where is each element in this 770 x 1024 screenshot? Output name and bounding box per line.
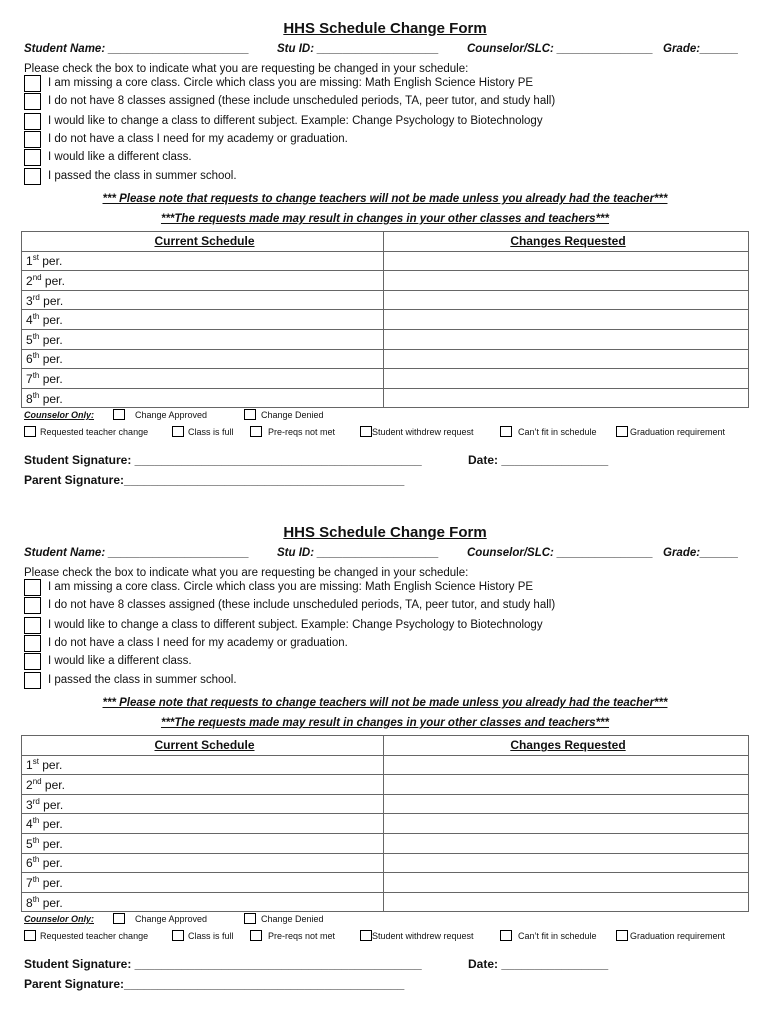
schedule-change-form (0, 18, 770, 518)
period-number: 3 (26, 797, 33, 812)
request-option (24, 635, 764, 653)
counselor-field[interactable]: Counselor/SLC: _______________ (467, 547, 654, 559)
table-row (22, 349, 749, 369)
period-suffix: nd (32, 776, 42, 786)
reason-label: Can’t fit in schedule (518, 427, 597, 437)
schedule-table (21, 735, 749, 912)
reason-label: Graduation requirement (630, 931, 726, 941)
current-schedule-cell[interactable] (22, 794, 384, 814)
current-schedule-cell[interactable] (22, 755, 384, 775)
period-label: per. (41, 777, 65, 792)
changes-requested-cell[interactable] (384, 369, 749, 389)
changes-requested-cell[interactable] (384, 873, 749, 893)
request-option (24, 168, 764, 186)
current-schedule-cell[interactable] (22, 873, 384, 893)
request-option-label: I do not have 8 classes assigned (these include unscheduled periods, TA, peer tutor, and study hall) (48, 599, 556, 611)
request-checkbox[interactable] (24, 672, 41, 689)
schedule-change-form (0, 522, 770, 1022)
request-checkbox[interactable] (24, 113, 41, 130)
changes-requested-cell[interactable] (384, 755, 749, 775)
reason-checkbox[interactable] (24, 426, 36, 437)
change-denied-label: Change Denied (261, 410, 324, 420)
period-label: per. (39, 836, 63, 851)
period-label: per. (39, 875, 63, 890)
counselor-field[interactable]: Counselor/SLC: _______________ (467, 43, 654, 55)
period-number: 6 (26, 352, 33, 367)
teacher-change-note: *** Please note that requests to change teachers will not be made unless you already had the teacher*** (102, 193, 668, 205)
current-schedule-header: Current Schedule (22, 736, 384, 756)
period-label: per. (39, 895, 63, 910)
period-label: per. (39, 293, 64, 308)
date-field[interactable]: Date: ________________ (468, 957, 609, 971)
grade-field[interactable]: Grade:______ (663, 43, 739, 55)
current-schedule-cell[interactable] (22, 290, 384, 310)
request-checkbox[interactable] (24, 653, 41, 670)
request-option-label: I would like a different class. (48, 151, 192, 163)
period-suffix: th (32, 894, 40, 904)
request-option (24, 149, 764, 167)
date-field[interactable]: Date: ________________ (468, 453, 609, 467)
period-label: per. (39, 797, 64, 812)
change-approved-label: Change Approved (135, 410, 208, 420)
period-suffix: th (32, 331, 40, 341)
period-number: 7 (26, 371, 33, 386)
change-denied-checkbox[interactable] (244, 409, 256, 420)
request-checkbox[interactable] (24, 93, 41, 110)
period-suffix: th (32, 874, 40, 884)
changes-requested-cell[interactable] (384, 775, 749, 795)
table-row (22, 310, 749, 330)
period-number: 3 (26, 293, 33, 308)
instructions: Please check the box to indicate what you are requesting be changed in your schedule: (24, 63, 469, 75)
request-checkbox[interactable] (24, 149, 41, 166)
parent-signature-line[interactable]: Parent Signature:__________________________________________ (24, 473, 405, 487)
request-checkbox[interactable] (24, 617, 41, 634)
request-checkbox[interactable] (24, 75, 41, 92)
reason-label: Requested teacher change (40, 427, 149, 437)
period-number: 8 (26, 895, 33, 910)
period-number: 5 (26, 836, 33, 851)
period-label: per. (39, 391, 63, 406)
reason-label: Pre-reqs not met (268, 931, 336, 941)
table-row (22, 853, 749, 873)
changes-requested-cell[interactable] (384, 794, 749, 814)
request-option-label: I passed the class in summer school. (48, 170, 237, 182)
request-option-label: I do not have 8 classes assigned (these include unscheduled periods, TA, peer tutor, and study hall) (48, 95, 556, 107)
period-number: 1 (26, 254, 33, 269)
reason-checkbox[interactable] (500, 426, 512, 437)
current-schedule-header: Current Schedule (22, 232, 384, 252)
period-suffix: th (32, 390, 40, 400)
period-label: per. (39, 352, 63, 367)
reason-label: Class is full (188, 931, 234, 941)
stu-id-field[interactable]: Stu ID: ___________________ (277, 43, 439, 55)
request-option (24, 597, 764, 615)
changes-requested-cell[interactable] (384, 329, 749, 349)
period-number: 1 (26, 758, 33, 773)
changes-requested-cell[interactable] (384, 310, 749, 330)
current-schedule-cell[interactable] (22, 853, 384, 873)
period-label: per. (39, 313, 63, 328)
period-suffix: rd (32, 292, 40, 302)
table-row (22, 814, 749, 834)
request-option-label: I am missing a core class. Circle which class you are missing: Math English Science History PE (48, 77, 534, 89)
changes-requested-cell[interactable] (384, 833, 749, 853)
change-approved-checkbox[interactable] (113, 409, 125, 420)
request-option (24, 579, 764, 597)
schedule-table (21, 231, 749, 408)
current-schedule-cell[interactable] (22, 251, 384, 271)
request-option (24, 75, 764, 93)
changes-requested-header: Changes Requested (384, 232, 749, 252)
period-number: 4 (26, 313, 33, 328)
changes-requested-cell[interactable] (384, 853, 749, 873)
request-option-label: I would like to change a class to different subject. Example: Change Psychology to Biotechnology (48, 115, 543, 127)
changes-requested-cell[interactable] (384, 349, 749, 369)
table-row (22, 290, 749, 310)
counselor-only-label: Counselor Only: (24, 914, 95, 924)
table-row (22, 369, 749, 389)
changes-requested-cell[interactable] (384, 892, 749, 912)
request-option (24, 131, 764, 149)
period-label: per. (38, 254, 63, 269)
reason-label: Requested teacher change (40, 931, 149, 941)
change-denied-label: Change Denied (261, 914, 324, 924)
period-number: 5 (26, 332, 33, 347)
period-suffix: nd (32, 272, 42, 282)
form-title: HHS Schedule Change Form (283, 524, 487, 541)
request-checkbox[interactable] (24, 131, 41, 148)
period-number: 2 (26, 273, 33, 288)
current-schedule-cell[interactable] (22, 775, 384, 795)
form-title: HHS Schedule Change Form (283, 20, 487, 37)
reason-checkbox[interactable] (24, 930, 36, 941)
schedule-change-note: ***The requests made may result in changes in your other classes and teachers*** (160, 213, 610, 225)
table-row (22, 833, 749, 853)
request-option (24, 653, 764, 671)
period-number: 2 (26, 777, 33, 792)
reason-checkbox[interactable] (172, 930, 184, 941)
current-schedule-cell[interactable] (22, 833, 384, 853)
request-option (24, 617, 764, 635)
period-suffix: st (32, 757, 39, 767)
period-suffix: rd (32, 796, 40, 806)
request-option (24, 113, 764, 131)
period-label: per. (39, 856, 63, 871)
table-row (22, 794, 749, 814)
reason-checkbox[interactable] (616, 930, 628, 941)
table-row (22, 755, 749, 775)
change-denied-checkbox[interactable] (244, 913, 256, 924)
reason-label: Pre-reqs not met (268, 427, 336, 437)
period-label: per. (39, 371, 63, 386)
period-label: per. (41, 273, 65, 288)
period-suffix: th (32, 370, 40, 380)
request-option (24, 93, 764, 111)
period-suffix: th (32, 351, 40, 361)
current-schedule-cell[interactable] (22, 388, 384, 408)
period-number: 8 (26, 391, 33, 406)
changes-requested-cell[interactable] (384, 271, 749, 291)
student-signature-line[interactable]: Student Signature: ___________________________________________ (24, 453, 422, 467)
current-schedule-cell[interactable] (22, 349, 384, 369)
grade-field[interactable]: Grade:______ (663, 547, 739, 559)
request-option-label: I am missing a core class. Circle which class you are missing: Math English Science History PE (48, 581, 534, 593)
reason-checkbox[interactable] (360, 426, 372, 437)
period-number: 7 (26, 875, 33, 890)
reason-checkbox[interactable] (250, 930, 262, 941)
table-row (22, 329, 749, 349)
student-signature-line[interactable]: Student Signature: ___________________________________________ (24, 957, 422, 971)
current-schedule-cell[interactable] (22, 814, 384, 834)
changes-requested-header: Changes Requested (384, 736, 749, 756)
teacher-change-note: *** Please note that requests to change teachers will not be made unless you already had the teacher*** (102, 697, 668, 709)
table-row (22, 892, 749, 912)
period-suffix: th (32, 835, 40, 845)
change-approved-checkbox[interactable] (113, 913, 125, 924)
request-option-label: I do not have a class I need for my academy or graduation. (48, 133, 348, 145)
reason-label: Student withdrew request (372, 427, 474, 437)
period-suffix: th (32, 855, 40, 865)
current-schedule-cell[interactable] (22, 892, 384, 912)
change-approved-label: Change Approved (135, 914, 208, 924)
counselor-only-label: Counselor Only: (24, 410, 95, 420)
request-option (24, 672, 764, 690)
current-schedule-cell[interactable] (22, 271, 384, 291)
period-label: per. (38, 758, 63, 773)
reason-label: Student withdrew request (372, 931, 474, 941)
table-row (22, 271, 749, 291)
request-option-label: I would like to change a class to different subject. Example: Change Psychology to Biotechnology (48, 619, 543, 631)
period-number: 6 (26, 856, 33, 871)
table-row (22, 873, 749, 893)
request-checkbox[interactable] (24, 579, 41, 596)
reason-label: Class is full (188, 427, 234, 437)
changes-requested-cell[interactable] (384, 388, 749, 408)
current-schedule-cell[interactable] (22, 310, 384, 330)
request-option-label: I would like a different class. (48, 655, 192, 667)
reason-label: Graduation requirement (630, 427, 726, 437)
student-name-field[interactable]: Student Name: ______________________ (24, 547, 250, 559)
period-label: per. (39, 817, 63, 832)
table-row (22, 775, 749, 795)
changes-requested-cell[interactable] (384, 814, 749, 834)
request-option-label: I do not have a class I need for my academy or graduation. (48, 637, 348, 649)
schedule-change-note: ***The requests made may result in changes in your other classes and teachers*** (160, 717, 610, 729)
changes-requested-cell[interactable] (384, 251, 749, 271)
request-checkbox[interactable] (24, 597, 41, 614)
parent-signature-line[interactable]: Parent Signature:__________________________________________ (24, 977, 405, 991)
reason-checkbox[interactable] (616, 426, 628, 437)
request-checkbox[interactable] (24, 168, 41, 185)
student-name-field[interactable]: Student Name: ______________________ (24, 43, 250, 55)
period-suffix: st (32, 253, 39, 263)
reason-checkbox[interactable] (250, 426, 262, 437)
period-suffix: th (32, 816, 40, 826)
period-suffix: th (32, 312, 40, 322)
reason-checkbox[interactable] (172, 426, 184, 437)
reason-checkbox[interactable] (500, 930, 512, 941)
request-option-label: I passed the class in summer school. (48, 674, 237, 686)
period-label: per. (39, 332, 63, 347)
table-row (22, 388, 749, 408)
current-schedule-cell[interactable] (22, 369, 384, 389)
period-number: 4 (26, 817, 33, 832)
table-row (22, 251, 749, 271)
instructions: Please check the box to indicate what you are requesting be changed in your schedule: (24, 567, 469, 579)
request-checkbox[interactable] (24, 635, 41, 652)
stu-id-field[interactable]: Stu ID: ___________________ (277, 547, 439, 559)
changes-requested-cell[interactable] (384, 290, 749, 310)
current-schedule-cell[interactable] (22, 329, 384, 349)
reason-checkbox[interactable] (360, 930, 372, 941)
reason-label: Can’t fit in schedule (518, 931, 597, 941)
